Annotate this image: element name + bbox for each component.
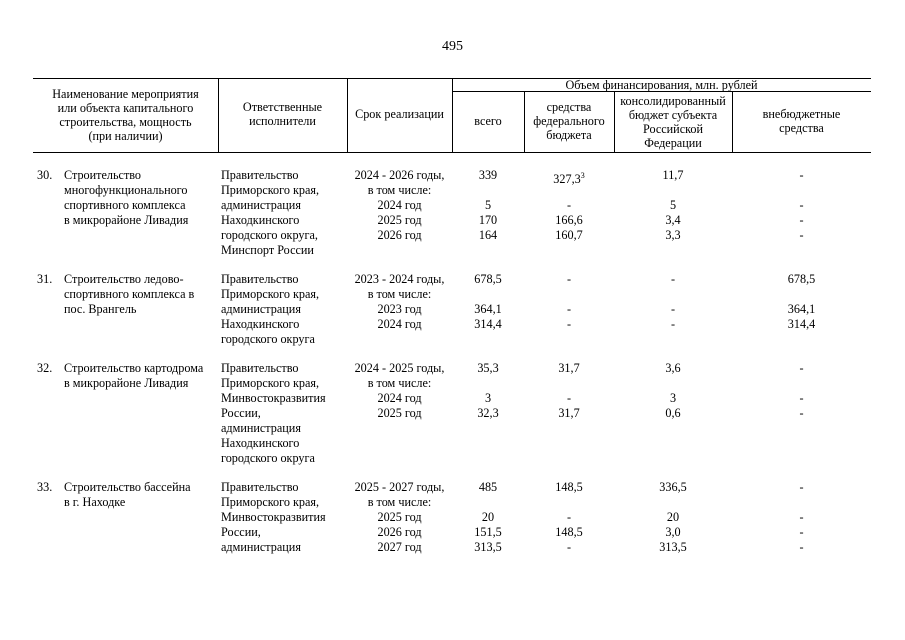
row-federal-line: - xyxy=(566,272,572,286)
row-consolidated-line xyxy=(616,376,730,391)
row-federal-line: - xyxy=(566,198,572,212)
row-executors-line: Приморского края, xyxy=(221,495,320,509)
row-consolidated-line: 0,6 xyxy=(665,406,681,420)
row-extra-budget-line: - xyxy=(799,391,804,405)
row-consolidated-line xyxy=(616,287,730,302)
row-extra-budget xyxy=(734,361,869,421)
row-term-line: 2025 год xyxy=(377,510,422,524)
row-federal-line xyxy=(526,495,612,510)
row-term-line: 2024 год xyxy=(377,198,422,212)
row-term-line: в том числе: xyxy=(367,183,432,197)
row-term-line: 2026 год xyxy=(377,525,422,539)
row-extra-budget-line: - xyxy=(799,361,804,375)
row-consolidated xyxy=(616,480,730,555)
row-number-line: 30. xyxy=(37,168,53,182)
row-extra-budget-line: - xyxy=(799,168,804,182)
row-executors-line: Минвостокразвития xyxy=(221,391,326,405)
row-name-line: спортивного комплекса xyxy=(64,198,186,212)
row-extra-budget-line xyxy=(734,287,869,302)
row-name-line: в микрорайоне Ливадия xyxy=(64,376,189,390)
row-consolidated-line: 336,5 xyxy=(659,480,687,494)
row-term-line: в том числе: xyxy=(367,495,432,509)
row-consolidated-line: 3,4 xyxy=(665,213,681,227)
row-federal-line: - xyxy=(566,510,572,524)
row-executors-line: Находкинского xyxy=(221,436,300,450)
row-name xyxy=(64,272,218,317)
row-consolidated xyxy=(616,272,730,332)
row-extra-budget-line: - xyxy=(799,510,804,524)
page-number: 495 xyxy=(442,39,463,54)
row-term xyxy=(349,361,450,421)
row-federal-line: 166,6 xyxy=(555,213,583,227)
row-federal-line: - xyxy=(566,302,572,316)
row-total xyxy=(454,480,522,555)
row-federal-line: - xyxy=(566,540,572,554)
row-extra-budget-line xyxy=(734,183,869,198)
row-executors-line: городского округа xyxy=(221,332,315,346)
row-term-line: в том числе: xyxy=(367,287,432,301)
row-federal xyxy=(526,480,612,555)
row-executors xyxy=(221,272,347,347)
row-executors-line: администрация xyxy=(221,421,301,435)
header-consolidated xyxy=(616,94,730,150)
row-extra-budget-line: 364,1 xyxy=(787,302,816,316)
row-federal-line: 31,7 xyxy=(558,361,580,375)
row-total-line: 314,4 xyxy=(474,317,502,331)
header-federal-line: федерального xyxy=(533,114,605,128)
row-extra-budget xyxy=(734,480,869,555)
header-name-line: или объекта капитального xyxy=(57,101,194,115)
row-name-line: Строительство картодрома xyxy=(64,361,204,375)
row-term xyxy=(349,168,450,243)
row-term-line: 2024 - 2025 годы, xyxy=(354,361,445,375)
row-name xyxy=(64,168,218,228)
row-total-line: 485 xyxy=(478,480,498,494)
row-consolidated-line: 5 xyxy=(669,198,677,212)
row-federal-line: 327,3$^3$ xyxy=(553,171,585,187)
row-name-line: Строительство бассейна xyxy=(64,480,191,494)
row-federal xyxy=(526,272,612,332)
row-federal-line xyxy=(526,183,612,198)
row-consolidated-line: 20 xyxy=(666,510,680,524)
row-extra-budget xyxy=(734,168,869,243)
row-number xyxy=(37,168,59,183)
row-executors-line: Находкинского xyxy=(221,213,300,227)
row-name-line: Строительство ледово- xyxy=(64,272,184,286)
row-executors-line: Правительство xyxy=(221,272,299,286)
row-extra-budget-line: - xyxy=(799,213,804,227)
row-executors-line: Минвостокразвития xyxy=(221,510,326,524)
row-consolidated-line: 313,5 xyxy=(659,540,687,554)
header-consolidated-line: консолидированный xyxy=(620,94,726,108)
row-executors xyxy=(221,361,347,466)
header-federal xyxy=(526,100,612,142)
header-federal-line: средства xyxy=(546,100,592,114)
row-consolidated xyxy=(616,361,730,421)
row-number-line: 31. xyxy=(37,272,53,286)
row-name xyxy=(64,361,218,391)
row-consolidated-line: - xyxy=(670,317,676,331)
row-name-line: спортивного комплекса в xyxy=(64,287,195,301)
row-extra-budget-line: 678,5 xyxy=(787,272,816,286)
row-executors-line: Правительство xyxy=(221,480,299,494)
row-term-line: 2024 год xyxy=(377,391,422,405)
row-total-line: 164 xyxy=(478,228,498,242)
row-total xyxy=(454,168,522,243)
header-consolidated-line: Российской xyxy=(642,122,704,136)
row-executors-line: России, xyxy=(221,406,261,420)
row-consolidated xyxy=(616,168,730,243)
row-consolidated-line: 11,7 xyxy=(662,168,684,182)
row-name-line: пос. Врангель xyxy=(64,302,137,316)
row-number xyxy=(37,361,59,376)
row-total-line: 35,3 xyxy=(477,361,499,375)
row-federal-line xyxy=(526,376,612,391)
row-executors-line: городского округа, xyxy=(221,228,318,242)
row-executors-line: администрация xyxy=(221,198,301,212)
row-extra-budget-line: - xyxy=(799,525,804,539)
row-term-line: 2027 год xyxy=(377,540,422,554)
row-executors-line: Правительство xyxy=(221,168,299,182)
row-consolidated-line xyxy=(616,495,730,510)
row-total-line xyxy=(454,183,522,198)
row-federal xyxy=(526,168,612,243)
row-total-line xyxy=(454,287,522,302)
row-consolidated-line: 3,3 xyxy=(665,228,681,242)
row-extra-budget-line: 314,4 xyxy=(787,317,816,331)
row-extra-budget-line: - xyxy=(799,198,804,212)
row-number-line: 32. xyxy=(37,361,53,375)
header-federal-line: бюджета xyxy=(546,128,592,142)
row-consolidated-line: 3,0 xyxy=(665,525,681,539)
row-total-line xyxy=(454,376,522,391)
row-total-line: 364,1 xyxy=(474,302,502,316)
row-name-line: в г. Находке xyxy=(64,495,126,509)
row-federal-line: 31,7 xyxy=(558,406,580,420)
header-executors xyxy=(220,100,345,128)
row-executors-line: Минспорт России xyxy=(221,243,314,257)
header-total: всего xyxy=(474,114,502,128)
row-term-line: 2025 год xyxy=(377,213,422,227)
row-executors-line: Правительство xyxy=(221,361,299,375)
header-term: Срок реализации xyxy=(355,107,444,121)
row-executors-line: городского округа xyxy=(221,451,315,465)
row-total-line xyxy=(454,495,522,510)
row-extra-budget-line: - xyxy=(799,480,804,494)
row-term-line: 2024 год xyxy=(377,317,422,331)
header-consolidated-line: Федерации xyxy=(644,136,702,150)
header-name xyxy=(35,87,216,143)
row-executors-line: Находкинского xyxy=(221,317,300,331)
row-term-line: 2023 год xyxy=(377,302,422,316)
row-federal-line xyxy=(526,287,612,302)
row-term-line: 2024 - 2026 годы, xyxy=(354,168,445,182)
row-total-line: 5 xyxy=(484,198,492,212)
row-term xyxy=(349,272,450,332)
row-total xyxy=(454,361,522,421)
row-executors-line: России, xyxy=(221,525,261,539)
row-total-line: 3 xyxy=(484,391,492,405)
row-executors-line: Приморского края, xyxy=(221,376,320,390)
row-executors xyxy=(221,168,347,258)
row-name-line: многофункционального xyxy=(64,183,188,197)
row-term-line: 2026 год xyxy=(377,228,422,242)
header-extra-line: средства xyxy=(779,121,824,135)
header-extra-line: внебюджетные xyxy=(762,107,841,121)
row-term xyxy=(349,480,450,555)
header-executors-line: исполнители xyxy=(249,114,316,128)
row-total-line: 151,5 xyxy=(474,525,502,539)
row-term-line: в том числе: xyxy=(367,376,432,390)
row-executors-line: Приморского края, xyxy=(221,183,320,197)
row-federal-line: - xyxy=(566,317,572,331)
row-federal xyxy=(526,361,612,421)
row-federal-line: 160,7 xyxy=(555,228,583,242)
row-executors-line: Приморского края, xyxy=(221,287,320,301)
row-number-line: 33. xyxy=(37,480,53,494)
row-total-line: 313,5 xyxy=(474,540,502,554)
row-federal-line: - xyxy=(566,391,572,405)
row-extra-budget-line: - xyxy=(799,540,804,554)
header-name-line: Наименование мероприятия xyxy=(52,87,199,101)
header-funding-group: Объем финансирования, млн. рублей xyxy=(565,78,758,92)
header-executors-line: Ответственные xyxy=(242,100,323,114)
row-total-line: 20 xyxy=(481,510,495,524)
row-term-line: 2025 - 2027 годы, xyxy=(354,480,445,494)
row-total-line: 170 xyxy=(478,213,498,227)
row-total-line: 32,3 xyxy=(477,406,499,420)
row-executors xyxy=(221,480,347,555)
row-name-line: в микрорайоне Ливадия xyxy=(64,213,189,227)
row-total-line: 678,5 xyxy=(474,272,502,286)
row-executors-line: администрация xyxy=(221,540,301,554)
row-extra-budget-line: - xyxy=(799,406,804,420)
row-number xyxy=(37,480,59,495)
header-consolidated-line: бюджет субъекта xyxy=(628,108,718,122)
row-consolidated-line xyxy=(616,183,730,198)
header-name-line: строительства, мощность xyxy=(59,115,192,129)
row-total xyxy=(454,272,522,332)
row-extra-budget xyxy=(734,272,869,332)
row-consolidated-line: 3 xyxy=(669,391,677,405)
row-federal-line: 148,5 xyxy=(555,480,583,494)
row-executors-line: администрация xyxy=(221,302,301,316)
header-name-line: (при наличии) xyxy=(88,129,163,143)
header-extra-budget xyxy=(734,107,869,135)
row-extra-budget-line xyxy=(734,495,869,510)
row-term-line: 2025 год xyxy=(377,406,422,420)
row-name xyxy=(64,480,218,510)
row-extra-budget-line: - xyxy=(799,228,804,242)
row-name-line: Строительство xyxy=(64,168,142,182)
row-consolidated-line: 3,6 xyxy=(665,361,681,375)
row-extra-budget-line xyxy=(734,376,869,391)
row-consolidated-line: - xyxy=(670,272,676,286)
row-consolidated-line: - xyxy=(670,302,676,316)
row-term-line: 2023 - 2024 годы, xyxy=(354,272,445,286)
row-federal-line: 148,5 xyxy=(555,525,583,539)
row-total-line: 339 xyxy=(478,168,498,182)
row-number xyxy=(37,272,59,287)
